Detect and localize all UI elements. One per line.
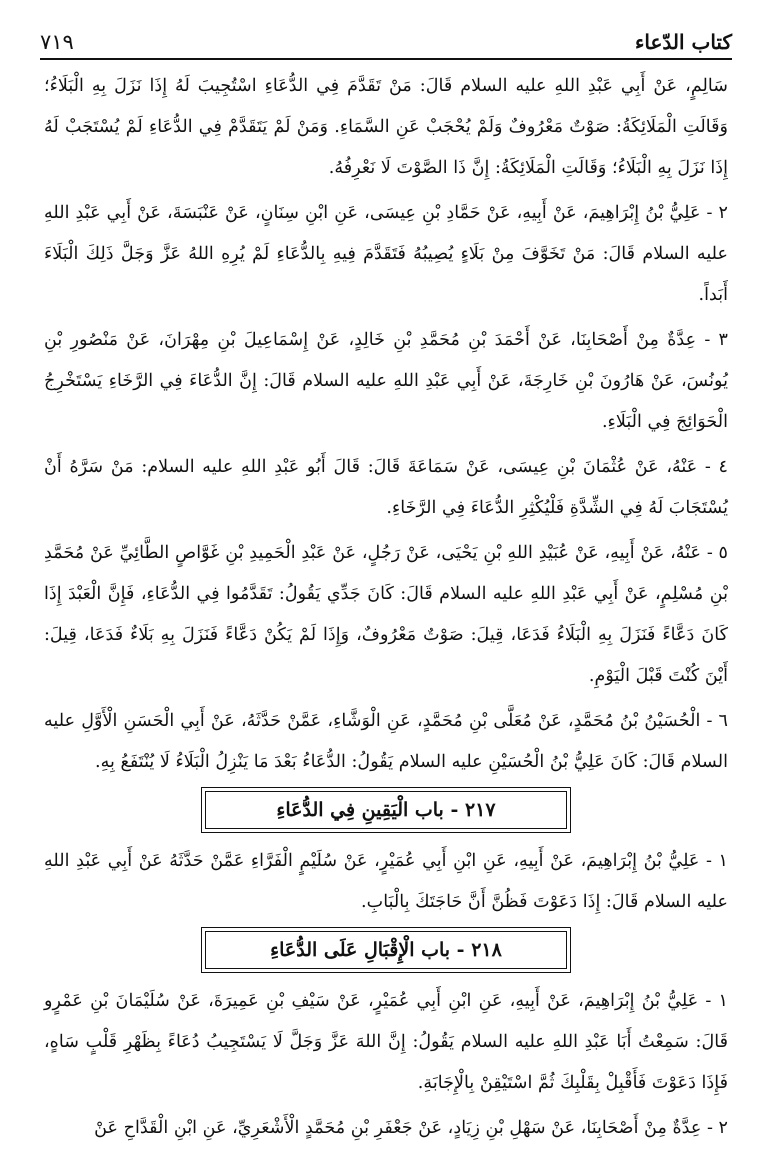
paragraph: ٣ - عِدَّةٌ مِنْ أَصْحَابِنَا، عَنْ أَحْمَدَ بْنِ مُحَمَّدِ بْنِ خَالِدٍ، عَنْ إِسْمَاعِيلَ بْنِ مِهْرَانَ، عَنْ مَنْصُورِ بْنِ يُونُسَ، عَنْ هَارُونَ بْنِ خَارِجَةَ، عَنْ أَبِي عَبْدِ اللهِ عليه السلام قَالَ: إِنَّ الدُّعَاءَ فِي الرَّخَاءِ يَسْتَخْرِجُ الْحَوَائِجَ فِي الْبَلَاءِ.	[44, 330, 728, 432]
chapter-heading-217: ٢١٧ - باب الْيَقِينِ فِي الدُّعَاءِ	[205, 791, 567, 829]
paragraph: سَالِمٍ، عَنْ أَبِي عَبْدِ اللهِ عليه السلام قَالَ: مَنْ تَقَدَّمَ فِي الدُّعَاءِ اسْتُجِيبَ لَهُ إِذَا نَزَلَ بِهِ الْبَلَاءُ؛ وَقَالَتِ الْمَلَائِكَةُ: صَوْتٌ مَعْرُوفٌ وَلَمْ يُحْجَبْ عَنِ السَّمَاءِ. وَمَنْ لَمْ يَتَقَدَّمْ فِي الدُّعَاءِ لَمْ يُسْتَجَبْ لَهُ إِذَا نَزَلَ بِهِ الْبَلَاءُ؛ وَقَالَتِ الْمَلَائِكَةُ: إِنَّ ذَا الصَّوْتَ لَا نَعْرِفُهُ.	[44, 76, 728, 178]
page-header	[40, 18, 732, 60]
paragraph: ١ - عَلِيُّ بْنُ إِبْرَاهِيمَ، عَنْ أَبِيهِ، عَنِ ابْنِ أَبِي عُمَيْرٍ، عَنْ سُلَيْمٍ الْفَرَّاءِ عَمَّنْ حَدَّثَهُ عَنْ أَبِي عَبْدِ اللهِ عليه السلام قَالَ: إِذَا دَعَوْتَ فَظُنَّ أَنَّ حَاجَتَكَ بِالْبَابِ.	[44, 851, 728, 912]
paragraph: ٤ - عَنْهُ، عَنْ عُثْمَانَ بْنِ عِيسَى، عَنْ سَمَاعَةَ قَالَ: قَالَ أَبُو عَبْدِ اللهِ عليه السلام: مَنْ سَرَّهُ أَنْ يُسْتَجَابَ لَهُ فِي الشِّدَّةِ فَلْيُكْثِرِ الدُّعَاءَ فِي الرَّخَاءِ.	[44, 457, 728, 518]
paragraph: ٦ - الْحُسَيْنُ بْنُ مُحَمَّدٍ، عَنْ مُعَلَّى بْنِ مُحَمَّدٍ، عَنِ الْوَشَّاءِ، عَمَّنْ حَدَّثَهُ، عَنْ أَبِي الْحَسَنِ الْأَوَّلِ عليه السلام قَالَ: كَانَ عَلِيُّ بْنُ الْحُسَيْنِ عليه السلام يَقُولُ: الدُّعَاءُ بَعْدَ مَا يَنْزِلُ الْبَلَاءُ لَا يُنْتَفَعُ بِهِ.	[44, 711, 728, 772]
page-content	[44, 66, 728, 1153]
chapter-heading-218: ٢١٨ - باب الْإِقْبَالِ عَلَى الدُّعَاءِ	[205, 931, 567, 969]
paragraph: ١ - عَلِيُّ بْنُ إِبْرَاهِيمَ، عَنْ أَبِيهِ، عَنِ ابْنِ أَبِي عُمَيْرٍ، عَنْ سَيْفِ بْنِ عَمِيرَةَ، عَنْ سُلَيْمَانَ بْنِ عَمْرٍو قَالَ: سَمِعْتُ أَبَا عَبْدِ اللهِ عليه السلام يَقُولُ: إِنَّ اللهَ عَزَّ وَجَلَّ لَا يَسْتَجِيبُ دُعَاءً بِظَهْرِ قَلْبٍ سَاهٍ، فَإِذَا دَعَوْتَ فَأَقْبِلْ بِقَلْبِكَ ثُمَّ اسْتَيْقِنْ بِالْإِجَابَةِ.	[44, 991, 728, 1093]
paragraph: ٢ - عَلِيُّ بْنُ إِبْرَاهِيمَ، عَنْ أَبِيهِ، عَنْ حَمَّادِ بْنِ عِيسَى، عَنِ ابْنِ سِنَانٍ، عَنْ عَنْبَسَةَ، عَنْ أَبِي عَبْدِ اللهِ عليه السلام قَالَ: مَنْ تَخَوَّفَ مِنْ بَلَاءٍ يُصِيبُهُ فَتَقَدَّمَ فِيهِ بِالدُّعَاءِ لَمْ يُرِهِ اللهُ عَزَّ وَجَلَّ ذَلِكَ الْبَلَاءَ أَبَداً.	[44, 203, 728, 305]
paragraph: ٥ - عَنْهُ، عَنْ أَبِيهِ، عَنْ عُبَيْدِ اللهِ بْنِ يَحْيَى، عَنْ رَجُلٍ، عَنْ عَبْدِ الْحَمِيدِ بْنِ غَوَّاصٍ الطَّائِيِّ عَنْ مُحَمَّدِ بْنِ مُسْلِمٍ، عَنْ أَبِي عَبْدِ اللهِ عليه السلام قَالَ: كَانَ جَدِّي يَقُولُ: تَقَدَّمُوا فِي الدُّعَاءِ، فَإِنَّ الْعَبْدَ إِذَا كَانَ دَعَّاءً فَنَزَلَ بِهِ الْبَلَاءُ فَدَعَا، قِيلَ: صَوْتٌ مَعْرُوفٌ، وَإِذَا لَمْ يَكُنْ دَعَّاءً فَنَزَلَ بِهِ بَلَاءٌ فَدَعَا، قِيلَ: أَيْنَ كُنْتَ قَبْلَ الْيَوْمِ.	[44, 543, 728, 686]
paragraph: ٢ - عِدَّةٌ مِنْ أَصْحَابِنَا، عَنْ سَهْلِ بْنِ زِيَادٍ، عَنْ جَعْفَرِ بْنِ مُحَمَّدٍ الْأَشْعَرِيِّ، عَنِ ابْنِ الْقَدَّاحِ عَنْ	[94, 1118, 728, 1138]
book-title: كتاب الدّعاء	[634, 30, 732, 54]
page-number: ٧١٩	[40, 30, 74, 54]
